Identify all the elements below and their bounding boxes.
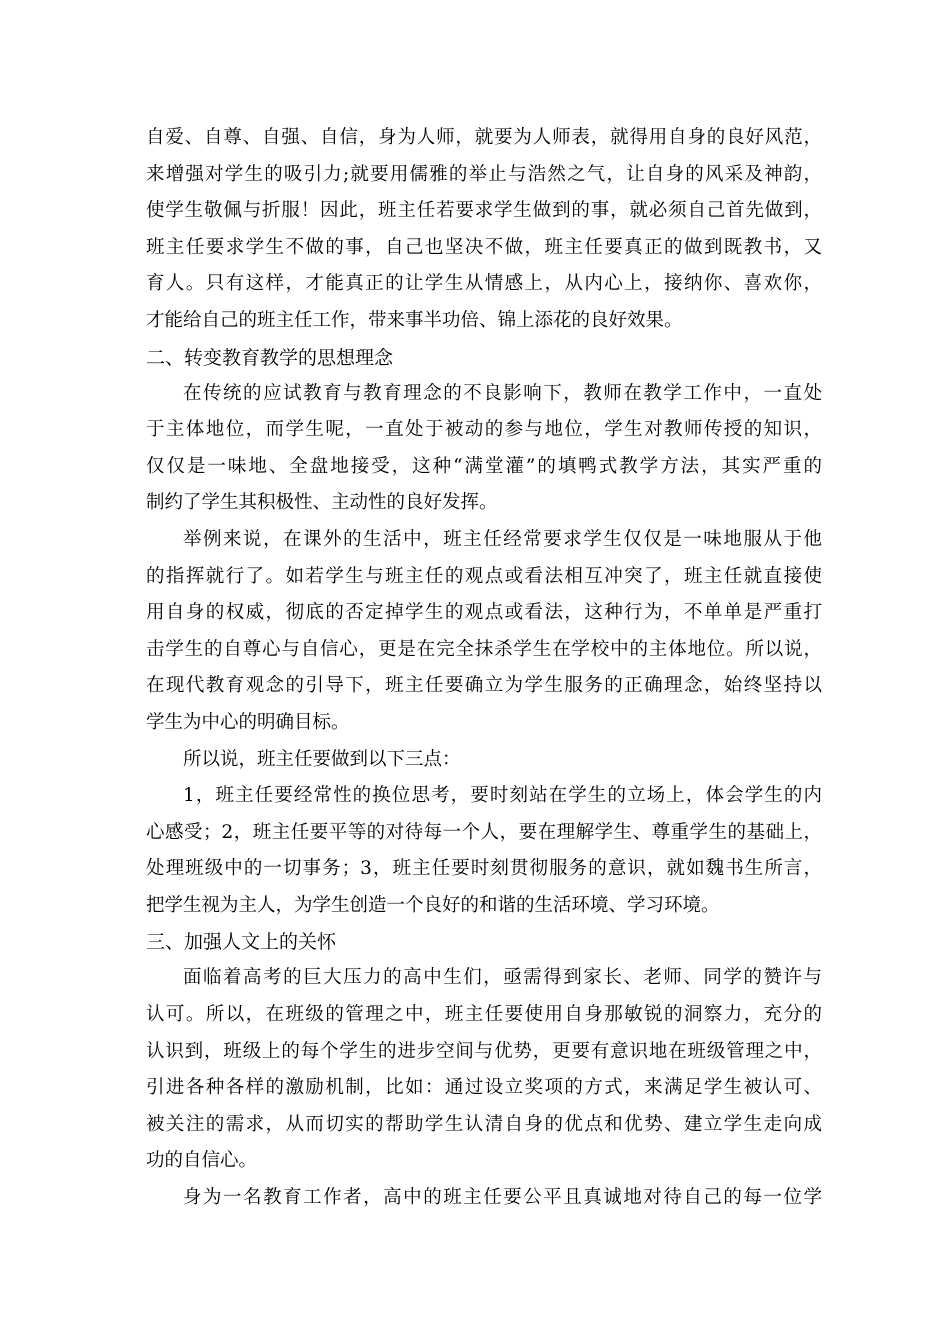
paragraph [146,1180,822,1217]
text-line: 的指挥就行了。如若学生与班主任的观点或看法相互冲突了，班主任就直接使 [146,565,822,587]
paragraph [146,960,822,1180]
text-line: 自爱、自尊、自强、自信，身为人师，就要为人师表，就得用自身的良好风范， [146,127,822,148]
text-line: 所以说，班主任要做到以下三点： [183,748,461,770]
text-line: 认可。所以，在班级的管理之中，班主任要使用自身那敏锐的洞察力，充分的 [146,1004,822,1026]
text-line: 面临着高考的巨大压力的高中生们，亟需得到家长、老师、同学的赞许与 [183,967,822,989]
paragraph [146,742,822,779]
text-line: 在现代教育观念的引导下，班主任要确立为学生服务的正确理念，始终坚持以 [146,675,822,697]
paragraph [146,120,822,340]
paragraph [146,522,822,742]
text-line: 功的自信心。 [146,1150,258,1172]
text-line: 引进各种各样的激励机制，比如：通过设立奖项的方式，来满足学生被认可、 [146,1077,822,1099]
text-line: 使学生敬佩与折服！因此，班主任若要求学生做到的事，就必须自己首先做到， [146,200,822,222]
text-line: 认识到，班级上的每个学生的进步空间与优势，更要有意识地在班级管理之中， [146,1040,822,1062]
text-line: 用自身的权威，彻底的否定掉学生的观点或看法，这种行为，不单单是严重打 [146,602,822,624]
text-line: 身为一名教育工作者，高中的班主任要公平且真诚地对待自己的每一位学 [183,1187,822,1209]
section-heading: 三、加强人文上的关怀 [146,931,337,954]
text-line: 班主任要求学生不做的事，自己也坚决不做，班主任要真正的做到既教书，又 [146,236,822,258]
section-heading: 二、转变教育教学的思想理念 [146,346,394,369]
text-line: 1，班主任要经常性的换位思考，要时刻站在学生的立场上，体会学生的内 [183,785,822,807]
text-line: 育人。只有这样，才能真正的让学生从情感上，从内心上，接纳你、喜欢你， [146,273,822,295]
document-body [146,120,822,1217]
paragraph [146,376,822,522]
text-line: 制约了学生其积极性、主动性的良好发挥。 [146,492,498,514]
text-line: 被关注的需求，从而切实的帮助学生认清自身的优点和优势、建立学生走向成 [146,1113,822,1135]
text-line: 击学生的自尊心与自信心，更是在完全抹杀学生在学校中的主体地位。所以说， [146,638,822,660]
text-line: 心感受；2，班主任要平等的对待每一个人，要在理解学生、尊重学生的基础上， [146,821,822,843]
text-line: 仅仅是一味地、全盘地接受，这种“满堂灌”的填鸭式教学方法，其实严重的 [146,455,822,477]
text-line: 于主体地位，而学生呢，一直处于被动的参与地位，学生对教师传授的知识， [146,419,822,441]
text-line: 来增强对学生的吸引力;就要用儒雅的举止与浩然之气，让自身的风采及神韵， [146,163,822,185]
text-line: 才能给自己的班主任工作，带来事半功倍、锦上添花的良好效果。 [146,309,683,331]
text-line: 学生为中心的明确目标。 [146,711,350,733]
text-line: 处理班级中的一切事务；3，班主任要时刻贯彻服务的意识，就如魏书生所言， [146,858,822,880]
text-line: 把学生视为主人，为学生创造一个良好的和谐的生活环境、学习环境。 [146,894,720,916]
paragraph [146,778,822,924]
text-line: 在传统的应试教育与教育理念的不良影响下，教师在教学工作中，一直处 [183,382,822,404]
text-line: 举例来说，在课外的生活中，班主任经常要求学生仅仅是一味地服从于他 [183,528,822,550]
